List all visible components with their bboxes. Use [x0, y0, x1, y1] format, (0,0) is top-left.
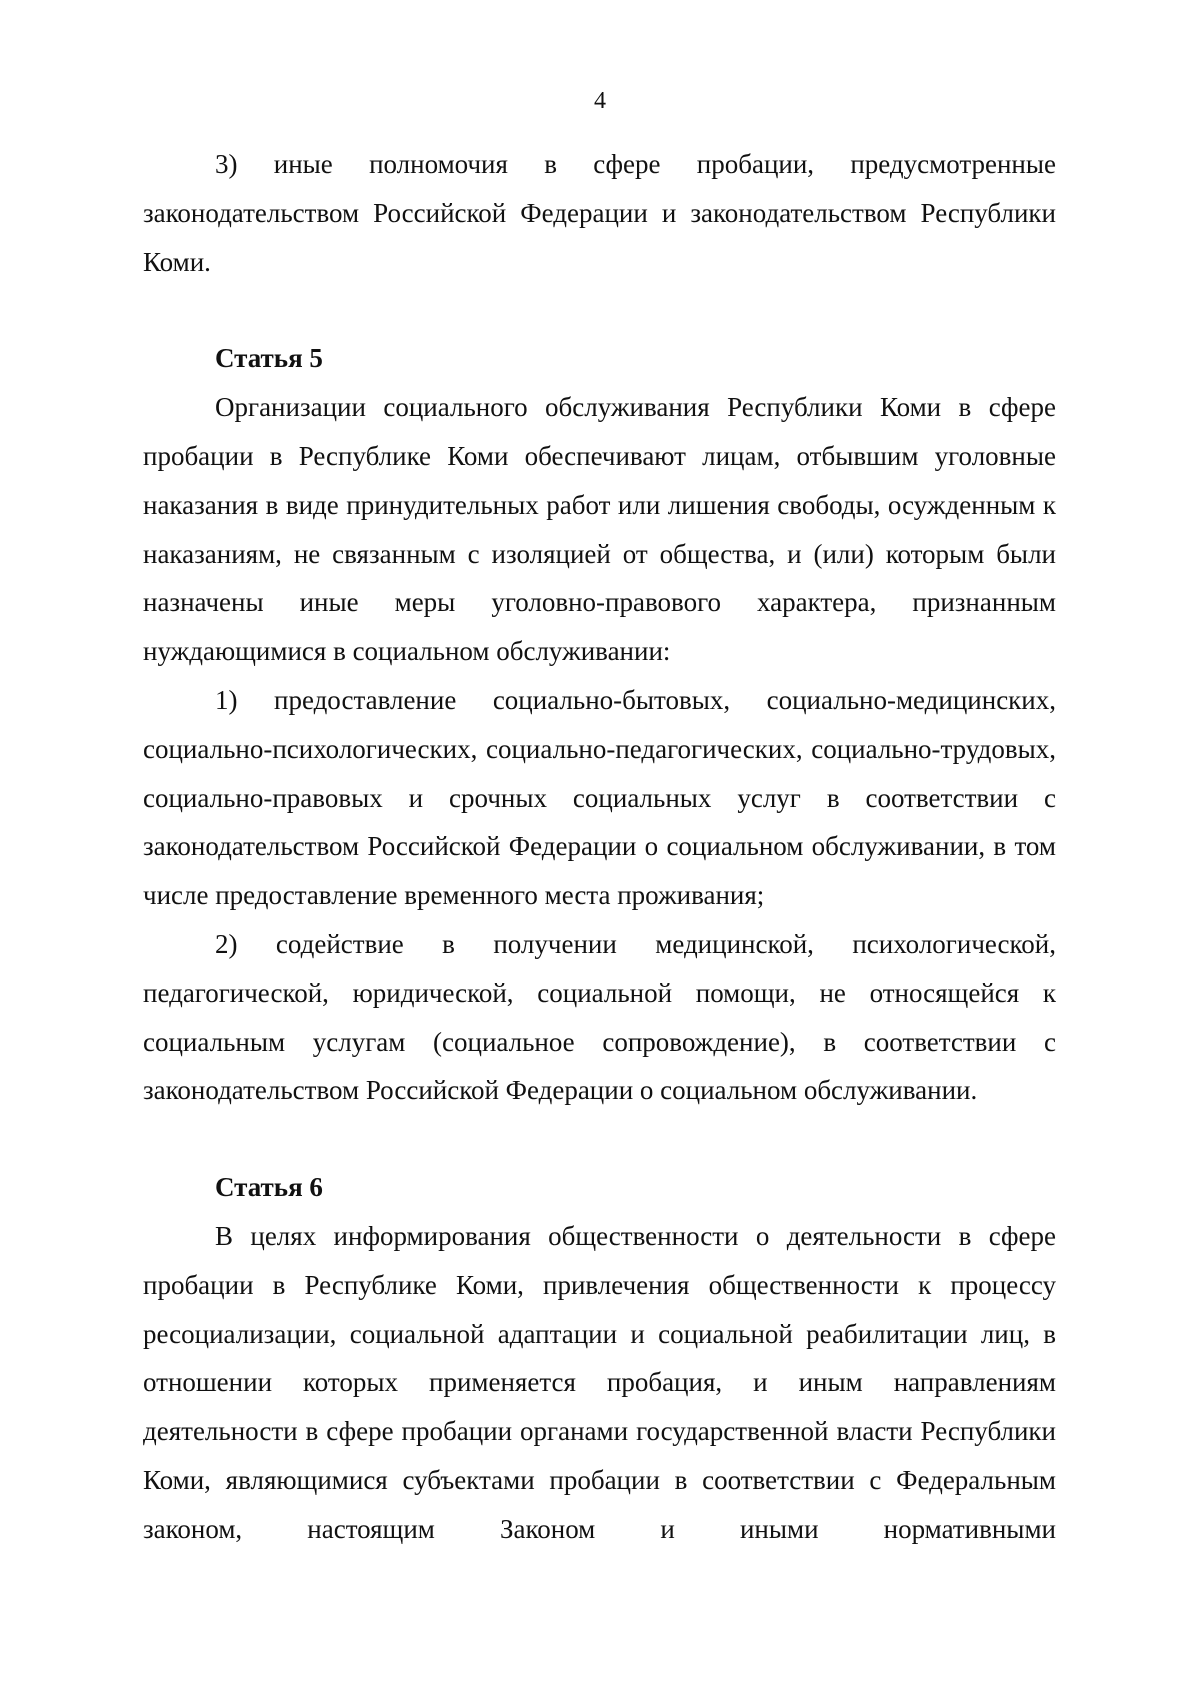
paragraph-item-3: 3) иные полномочия в сфере пробации, предусмотренные законодательством Российской Федерации и законодательством Республики Коми.: [143, 149, 1056, 277]
spacer: [143, 1115, 1056, 1163]
document-body: [143, 140, 1056, 1554]
article-6-paragraph-1: В целях информирования общественности о деятельности в сфере пробации в Республике Коми, привлечения общественности к процессу ресоциализации, социальной адаптации и социальной реабилитации лиц, в отношении которых применяется пробация, и иным направлениям деятельности в сфере пробации органами государственной власти Республики Коми, являющимися субъектами пробации в соответствии с Федеральным законом, настоящим Законом и иными нормативными: [143, 1220, 1056, 1544]
article-5-title: Статья 5: [215, 343, 323, 374]
article-6-title: Статья 6: [215, 1172, 323, 1203]
spacer: [143, 286, 1056, 334]
article-5-paragraph-3: 2) содействие в получении медицинской, психологической, педагогической, юридической, социальной помощи, не относящейся к социальным услугам (социальное сопровождение), в соответствии с законодательством Российской Федерации о социальном обслуживании.: [143, 928, 1056, 1106]
page-number: 4: [594, 88, 606, 114]
article-5-paragraph-1: Организации социального обслуживания Республики Коми в сфере пробации в Республике Коми обеспечивают лицам, отбывшим уголовные наказания в виде принудительных работ или лишения свободы, осужденным к наказаниям, не связанным с изоляцией от общества, и (или) которым были назначены иные меры уголовно-правового характера, признанным нуждающимися в социальном обслуживании:: [143, 392, 1056, 667]
article-5-paragraph-2: 1) предоставление социально-бытовых, социально-медицинских, социально-психологических, социально-педагогических, социально-трудовых, социально-правовых и срочных социальных услуг в соответствии с законодательством Российской Федерации о социальном обслуживании, в том числе предоставление временного места проживания;: [143, 684, 1056, 911]
